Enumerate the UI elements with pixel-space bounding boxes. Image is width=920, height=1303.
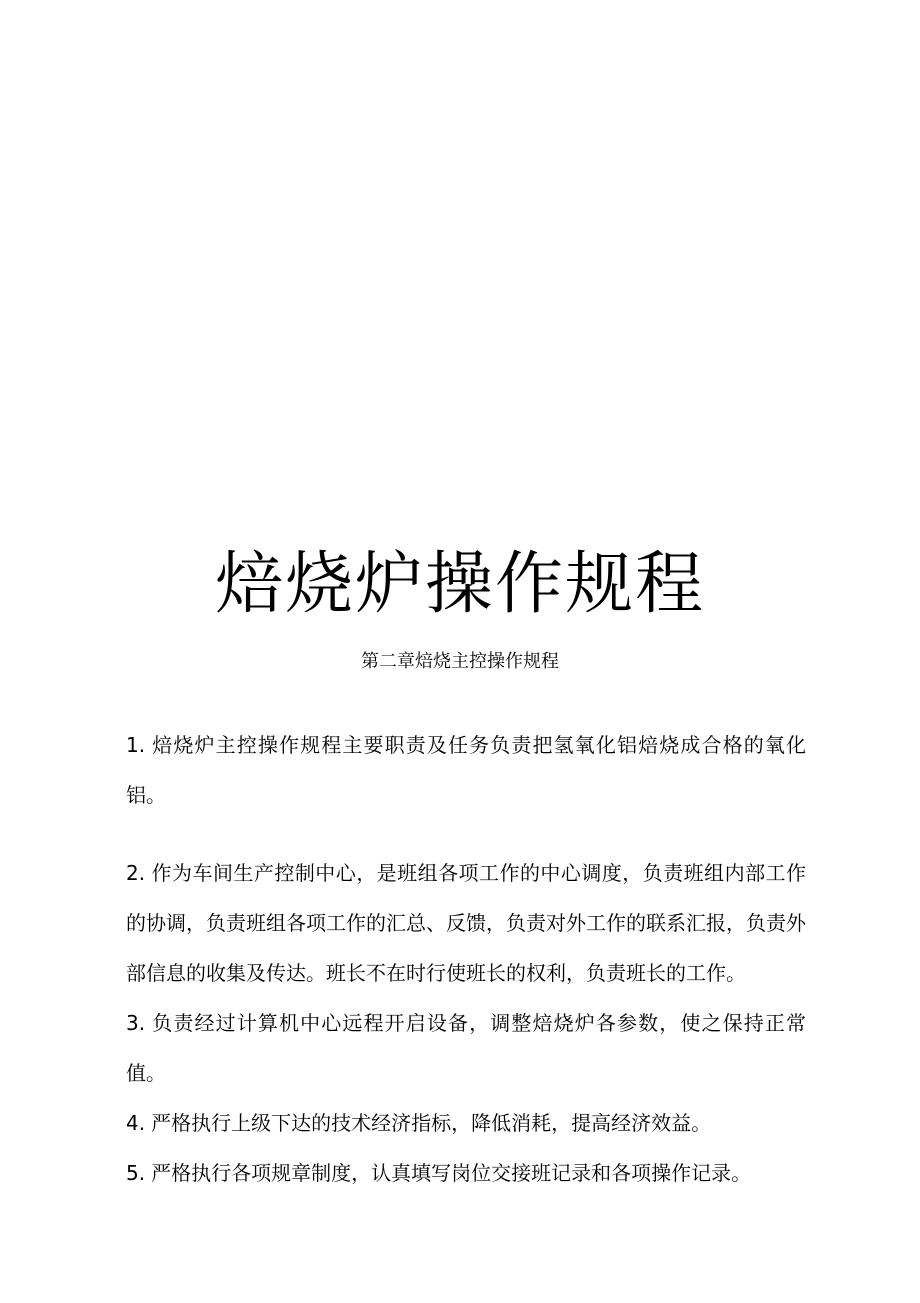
paragraph-text: 作为车间生产控制中心，是班组各项工作的中心调度，负责班组内部工作的协调，负责班组各项工作的汇总、反馈，负责对外工作的联系汇报，负责外部信息的收集及传达。班长不在时行使班长的权利，负责班长的工作。 (126, 861, 806, 985)
paragraph-number: 5. (126, 1161, 146, 1185)
document-body (126, 720, 806, 1198)
paragraph-number: 4. (126, 1111, 146, 1135)
paragraph-text: 负责经过计算机中心远程开启设备，调整焙烧炉各参数，使之保持正常值。 (126, 1011, 806, 1085)
paragraph-text: 严格执行上级下达的技术经济指标，降低消耗，提高经济效益。 (151, 1111, 712, 1135)
chapter-subtitle: 第二章焙烧主控操作规程 (361, 651, 559, 672)
paragraph-number: 3. (126, 1011, 146, 1035)
document-title: 焙烧炉操作规程 (214, 545, 705, 624)
paragraph-number: 2. (126, 861, 146, 885)
paragraph-text: 焙烧炉主控操作规程主要职责及任务负责把氢氧化铝焙烧成合格的氧化铝。 (126, 733, 806, 807)
paragraph-4 (126, 1098, 806, 1148)
paragraph-2 (126, 848, 806, 998)
paragraph-number: 1. (126, 733, 146, 757)
paragraph-text: 严格执行各项规章制度，认真填写岗位交接班记录和各项操作记录。 (151, 1161, 752, 1185)
paragraph-3 (126, 998, 806, 1098)
paragraph-1 (126, 720, 806, 820)
paragraph-5 (126, 1148, 806, 1198)
